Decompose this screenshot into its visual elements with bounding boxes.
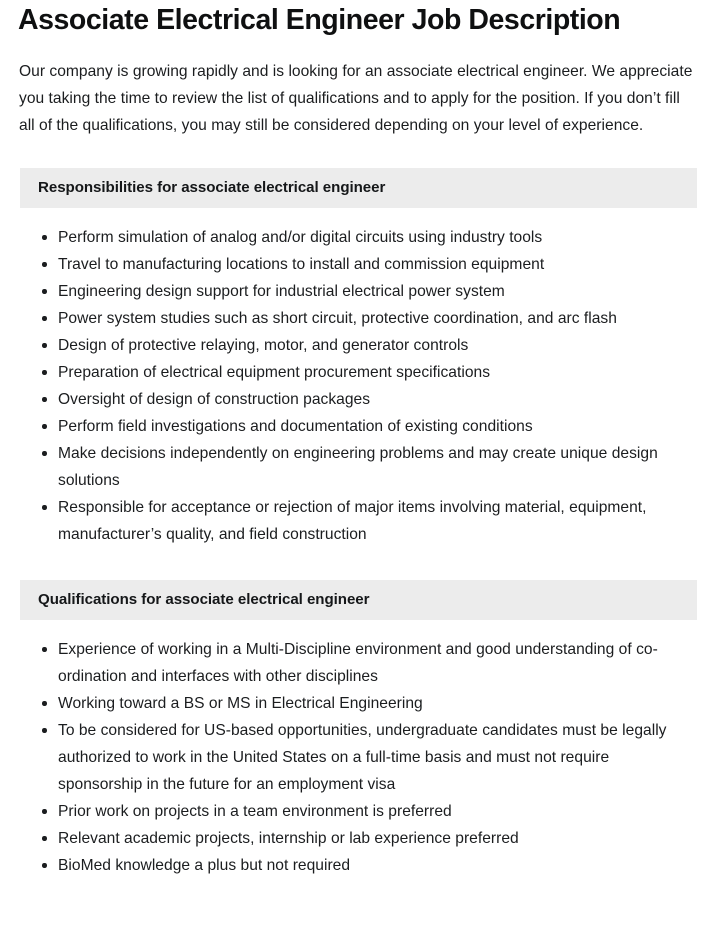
- list-item: Experience of working in a Multi-Discipline environment and good understanding of co-ordination and interfaces with other disciplines: [0, 636, 697, 690]
- list-item: Power system studies such as short circuit, protective coordination, and arc flash: [0, 305, 697, 332]
- section-responsibilities: [0, 168, 720, 548]
- section-header-responsibilities: [20, 168, 697, 208]
- list-item: Preparation of electrical equipment procurement specifications: [0, 359, 697, 386]
- list-item: Make decisions independently on engineering problems and may create unique design solutions: [0, 440, 697, 494]
- page-title: Associate Electrical Engineer Job Description: [18, 4, 621, 36]
- list-item: Perform field investigations and documentation of existing conditions: [0, 413, 697, 440]
- responsibilities-list: [0, 224, 720, 548]
- list-item: Working toward a BS or MS in Electrical Engineering: [0, 690, 697, 717]
- list-item: Travel to manufacturing locations to install and commission equipment: [0, 251, 697, 278]
- list-item: Prior work on projects in a team environment is preferred: [0, 798, 697, 825]
- list-item: Responsible for acceptance or rejection of major items involving material, equipment, manufacturer’s quality, and field construction: [0, 494, 697, 548]
- list-item: To be considered for US-based opportunities, undergraduate candidates must be legally authorized to work in the United States on a full-time basis and must not require sponsorship in the future for an employment visa: [0, 717, 697, 798]
- list-item: Design of protective relaying, motor, and generator controls: [0, 332, 697, 359]
- list-item: Perform simulation of analog and/or digital circuits using industry tools: [0, 224, 697, 251]
- list-item: Engineering design support for industrial electrical power system: [0, 278, 697, 305]
- list-item: Relevant academic projects, internship or lab experience preferred: [0, 825, 697, 852]
- qualifications-list: [0, 636, 720, 879]
- section-qualifications: [0, 580, 720, 879]
- list-item: BioMed knowledge a plus but not required: [0, 852, 697, 879]
- section-header-label: Qualifications for associate electrical engineer: [38, 591, 370, 608]
- list-item: Oversight of design of construction packages: [0, 386, 697, 413]
- intro-paragraph: Our company is growing rapidly and is looking for an associate electrical engineer. We appreciate you taking the time to review the list of qualifications and to apply for the position. If you don’t fill all of the qualifications, you may still be considered depending on your level of experience.: [19, 63, 693, 134]
- section-header-label: Responsibilities for associate electrical engineer: [38, 179, 386, 196]
- section-header-qualifications: [20, 580, 697, 620]
